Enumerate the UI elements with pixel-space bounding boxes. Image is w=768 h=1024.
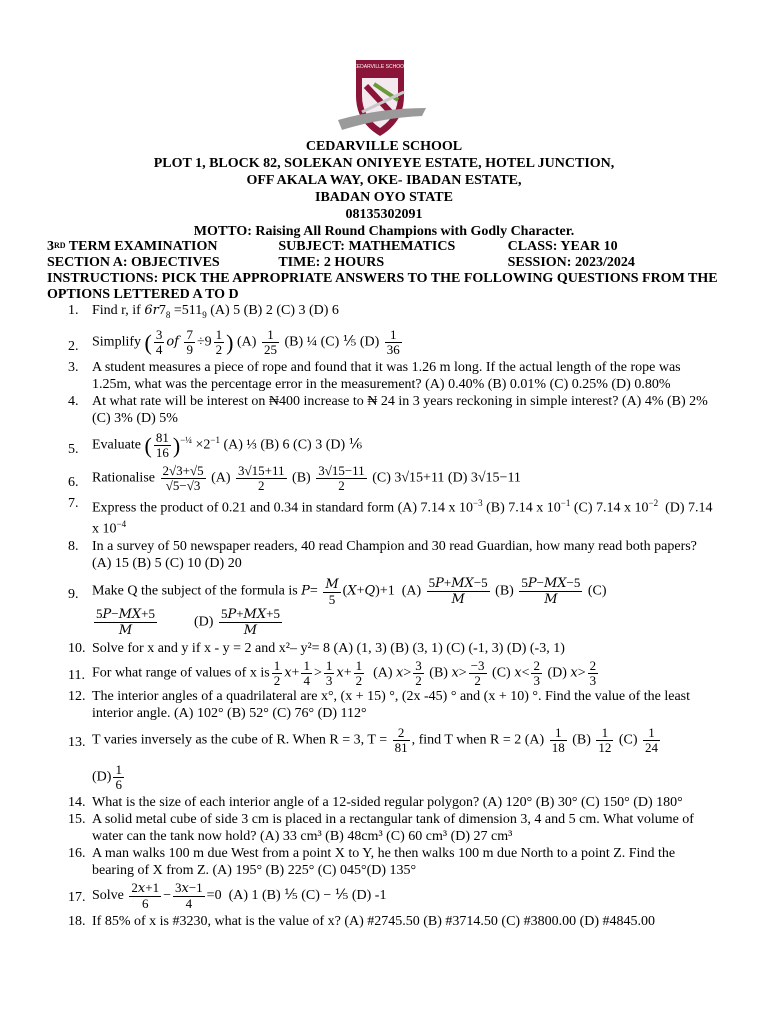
session: SESSION: 2023/2024 (507, 255, 635, 270)
school-crest-logo (334, 56, 430, 144)
time: TIME: 2 HOURS (278, 255, 385, 270)
school-header (0, 138, 768, 240)
question-17: 17. Solve $\frac{2x+1}{6}$ − $\frac{3x-1}{4}$ =0 (A) 1 (B) ⅕ (C) − ⅕ (D) -1 (68, 880, 387, 912)
question-13: 13. T varies inversely as the cube of R. When R = 3, T = $\frac{2}{81}$ , find T when R = 2 (A) $\frac{1}{18}$ (B) $\frac{1}{12}$ (C) $\frac{1}{24}$ (D) $\frac{1}{6}$ (68, 725, 659, 793)
question-9: 9. Make Q the subject of the formula is P= $\frac{M}{5}$ (X+Q)+1 (A) $\frac{5P+MX-5}{M}$ (B) $\frac{5P-MX-5}{M}$ (C) $\frac{5P-MX+5}{M}$ (D) $\frac{5P+MX+5}{M}$ (68, 575, 607, 639)
term: 3RD TERM EXAMINATION (47, 239, 218, 254)
subject: SUBJECT: MATHEMATICS (278, 239, 456, 254)
question-1: 1. Find r, if $6r7_8 =511_9$ (A) 5 (B) 2 (C) 3 (D) 6 (68, 303, 339, 320)
question-15: 15. A solid metal cube of side 3 cm is placed in a rectangular tank of dimension 3, 4 and 5 cm. What volume of water can the tank now hold? (A) 33 cm³ (B) 48cm³ (C) 60 cm³ (D) 27 cm³ (68, 812, 694, 845)
address-line-2: OFF AKALA WAY, OKE- IBADAN ESTATE, (246, 173, 522, 188)
question-11: 11. For what range of values of x is $\frac{1}{2}$ x+ $\frac{1}{4}$ > $\frac{1}{3}$ x+ $\frac{1}{2}$ (A) x> $\frac{3}{2}$ (B) x> $\frac{-3}{2}$ (C) x< $\frac{2}{3}$ (D) x> $\frac{2}{3}$ (68, 658, 597, 689)
question-14: 14. What is the size of each interior angle of a 12-sided regular polygon? (A) 120° (B) 30° (C) 150° (D) 180° (68, 795, 683, 811)
question-18: 18. If 85% of x is #3230, what is the value of x? (A) #2745.50 (B) #3714.50 (C) #3800.00 (D) #4845.00 (68, 914, 656, 930)
question-10: 10. Solve for x and y if x - y = 2 and x²– y²= 8 (A) (1, 3) (B) (3, 1) (C) (-1, 3) (D) (-3, 1) (68, 641, 565, 657)
question-2: 2. Simplify ( $\frac{3}{4}$ of $\frac{7}{9}$ ÷9 $\frac{1}{2}$ ) (A) $\frac{1}{25}$ (B) ¼ (C) ⅕ (D) $\frac{1}{36}$ (68, 326, 400, 357)
question-7: 7. Express the product of 0.21 and 0.34 in standard form (A) 7.14 x $10^{-3}$ (B) 7.14 x $10^{-1}$ (C) 7.14 x $10^{-2}$ (D) 7.14 x $10^{-4}$ (68, 495, 713, 538)
question-16: 16. A man walks 100 m due West from a point X to Y, he then walks 100 m due North to a point Z. Find the bearing of X from Z. (A) 195° (B) 225° (C) 045°(D) 135° (68, 846, 676, 879)
address-line-3: IBADAN OYO STATE (315, 190, 453, 205)
question-5: 5. Evaluate ( $\frac{81}{16}$ )$^{-\frac{1}{4}} \times 2^{-1}$ (A) ⅓ (B) 6 (C) 3 (D) ⅙ (68, 429, 363, 460)
section: SECTION A: OBJECTIVES (47, 255, 220, 270)
school-name: CEDARVILLE SCHOOL (305, 139, 463, 154)
exam-meta (47, 239, 727, 303)
question-4: 4. At what rate will be interest on ₦400 increase to ₦ 24 in 3 years reckoning in simple interest? (A) 4% (B) 2% (C) 3% (D) 5% (68, 393, 708, 426)
motto: MOTTO: Raising All Round Champions with Godly Character. (193, 224, 575, 239)
logo-text: CEDARVILLE SCHOOL (353, 64, 407, 70)
question-6: 6. Rationalise $\frac{2√3+√5}{√5-√3}$ (A) $\frac{3√15+11}{2}$ (B) $\frac{3√15-11}{2}$ (C) 3√15+11 (D) 3√15−11 (68, 462, 521, 493)
question-3: 3. A student measures a piece of rope and found that it was 1.26 m long. If the actual length of the rope was 1.25m, what was the percentage error in the measurement? (A) 0.40% (B) 0.01% (C) 0.25% (D) 0.80% (68, 359, 681, 392)
instructions: INSTRUCTIONS: PICK THE APPROPRIATE ANSWERS TO THE FOLLOWING QUESTIONS FROM THE OPTIONS LETTERED A TO D (47, 271, 718, 302)
phone-number: 08135302091 (345, 207, 423, 222)
question-12: 12. The interior angles of a quadrilateral are x°, (x + 15) °, (2x -45) ° and (x + 10) °. Find the value of the least interior angle. (A) 102° (B) 52° (C) 76° (D) 112° (68, 689, 690, 722)
question-8: 8. In a survey of 50 newspaper readers, 40 read Champion and 30 read Guardian, how many read both papers? (A) 15 (B) 5 (C) 10 (D) 20 (68, 539, 697, 572)
address-line-1: PLOT 1, BLOCK 82, SOLEKAN ONIYEYE ESTATE, HOTEL JUNCTION, (153, 156, 615, 171)
question-list (48, 302, 718, 930)
class: CLASS: YEAR 10 (507, 239, 618, 254)
